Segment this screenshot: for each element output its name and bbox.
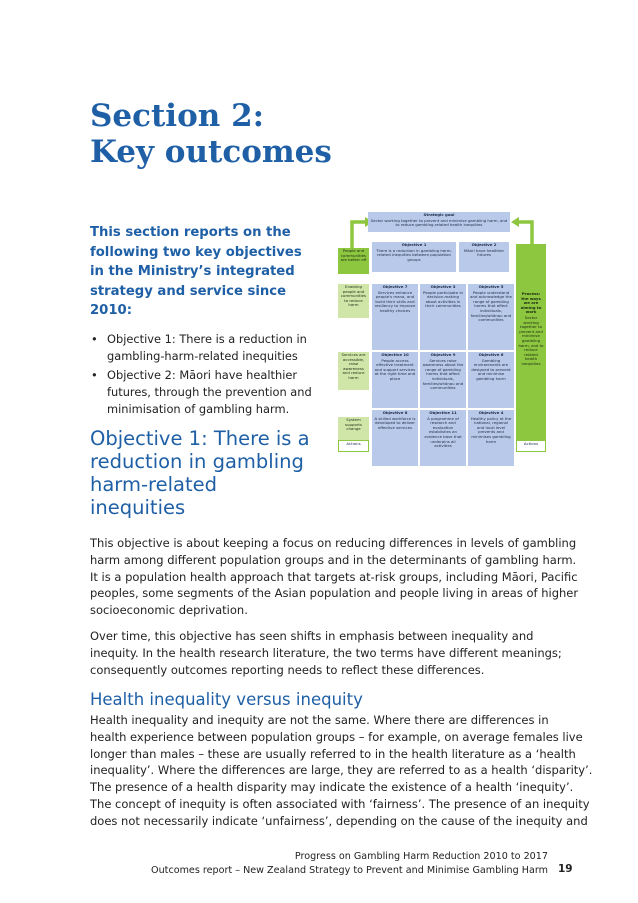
enabling-label: Enabling people and communities to reduce harm xyxy=(338,284,369,318)
objectives-list xyxy=(90,331,320,420)
objective1-box: Objective 1 There is a reduction in gambling harm-related inequities between population groups xyxy=(372,242,456,272)
intro-line: strategy and service since xyxy=(90,283,287,299)
section-title xyxy=(90,98,332,170)
intro-line: in the Ministry’s integrated xyxy=(90,264,295,279)
system-label: System supports change xyxy=(338,417,369,447)
objective7-box: Objective 7 Services enhance people's mana, and build their skills and resiliency to improve healthy choices xyxy=(372,284,418,350)
people-communities-label: People and communities are better off xyxy=(338,248,369,274)
subheading: Health inequality versus inequity xyxy=(90,690,363,709)
list-item: • Objective 1: There is a reduction in gambling-harm-related inequities xyxy=(91,332,307,363)
page-number: 19 xyxy=(558,863,573,875)
services-label: Services are accessible, raise awareness and reduce harm xyxy=(338,352,369,390)
objective3-box: Objective 3 People participate in decision-making about activities in their communities xyxy=(420,284,466,350)
paragraph-3: Health inequality and inequity are not the same. Where there are differences in health experience between population groups – for example, on average females live longer than males – these are usually referred to in the health literature as a ‘health inequality’. Where the differences are large, they are referred to as a health ‘disparity’. The presence of a health disparity may indicate the existence of a health ‘inequity’. The concept of inequity is often associated with ‘fairness’. The presence of an inequity does not necessarily indicate ‘unfairness’, depending on the cause of the inequity and xyxy=(90,713,593,828)
objective8-box: Objective 8 A skilled workforce is developed to deliver effective services xyxy=(372,410,418,466)
objective-heading: Objective 1: There is a reduction in gambling harm-related inequities xyxy=(90,427,310,519)
intro-line: 2010: xyxy=(90,303,132,318)
footer-line2: Outcomes report – New Zealand Strategy to Prevent and Minimise Gambling Harm xyxy=(151,865,548,876)
actions-label-right: Actions xyxy=(516,440,546,452)
objective5-box: Objective 5 People understand and acknowledge the range of gambling harms that affect individuals, families/whānau and communities xyxy=(468,284,514,350)
objective6-box: Objective 6 Gambling environments are designed to prevent and minimise gambling harm xyxy=(468,352,514,408)
intro-line: following two key objectives xyxy=(90,244,302,260)
actions-label-left: Actions xyxy=(338,440,369,452)
paragraph-2: Over time, this objective has seen shifts in emphasis between inequality and inequity. In the health research literature, the two terms have different meanings; consequently outcomes reporting needs to reflect these differences. xyxy=(90,629,562,677)
strategic-goal-box: Strategic goal Sector working together to prevent and minimise gambling harm, and to reduce gambling-related health inequities xyxy=(368,212,510,232)
objective4-box: Objective 4 Healthy policy at the national, regional and local level prevents and minimises gambling harm xyxy=(468,410,514,466)
section-title-line1: Section 2: xyxy=(90,98,265,134)
objective10-box: Objective 10 People access effective treatment and support services at the right time and place xyxy=(372,352,418,408)
objective9-box: Objective 9 Services raise awareness about the range of gambling harms that affect individuals, families/whānau and communities xyxy=(420,352,466,408)
paragraph-1: This objective is about keeping a focus on reducing differences in levels of gambling harm among different population groups and in the determinants of gambling harm. It is a population health approach that targets at-risk groups, including Māori, Pacific peoples, some segments of the Asian population and people living in areas of higher socioeconomic deprivation. xyxy=(90,536,579,618)
intro-text xyxy=(90,223,315,321)
intro-line: This section reports on the xyxy=(90,225,291,240)
objective11-box: Objective 11 A programme of research and evaluation establishes an evidence base that underpins all activities xyxy=(420,410,466,466)
list-item: • Objective 2: Māori have healthier futures, through the prevention and minimisation of gambling harm. xyxy=(91,368,312,416)
strategy-diagram xyxy=(338,212,546,468)
bullet-icon: • xyxy=(91,368,98,382)
footer-line1: Progress on Gambling Harm Reduction 2010 to 2017 xyxy=(294,851,548,862)
objective2-box: Objective 2 Māori have healthier futures xyxy=(459,242,509,272)
process-label: Process: the ways we are aiming to work Sector working together to prevent and minimise gambling harm, and to reduce related health inequities xyxy=(516,244,546,440)
bullet-icon: • xyxy=(91,332,98,346)
section-title-line2: Key outcomes xyxy=(90,134,332,170)
